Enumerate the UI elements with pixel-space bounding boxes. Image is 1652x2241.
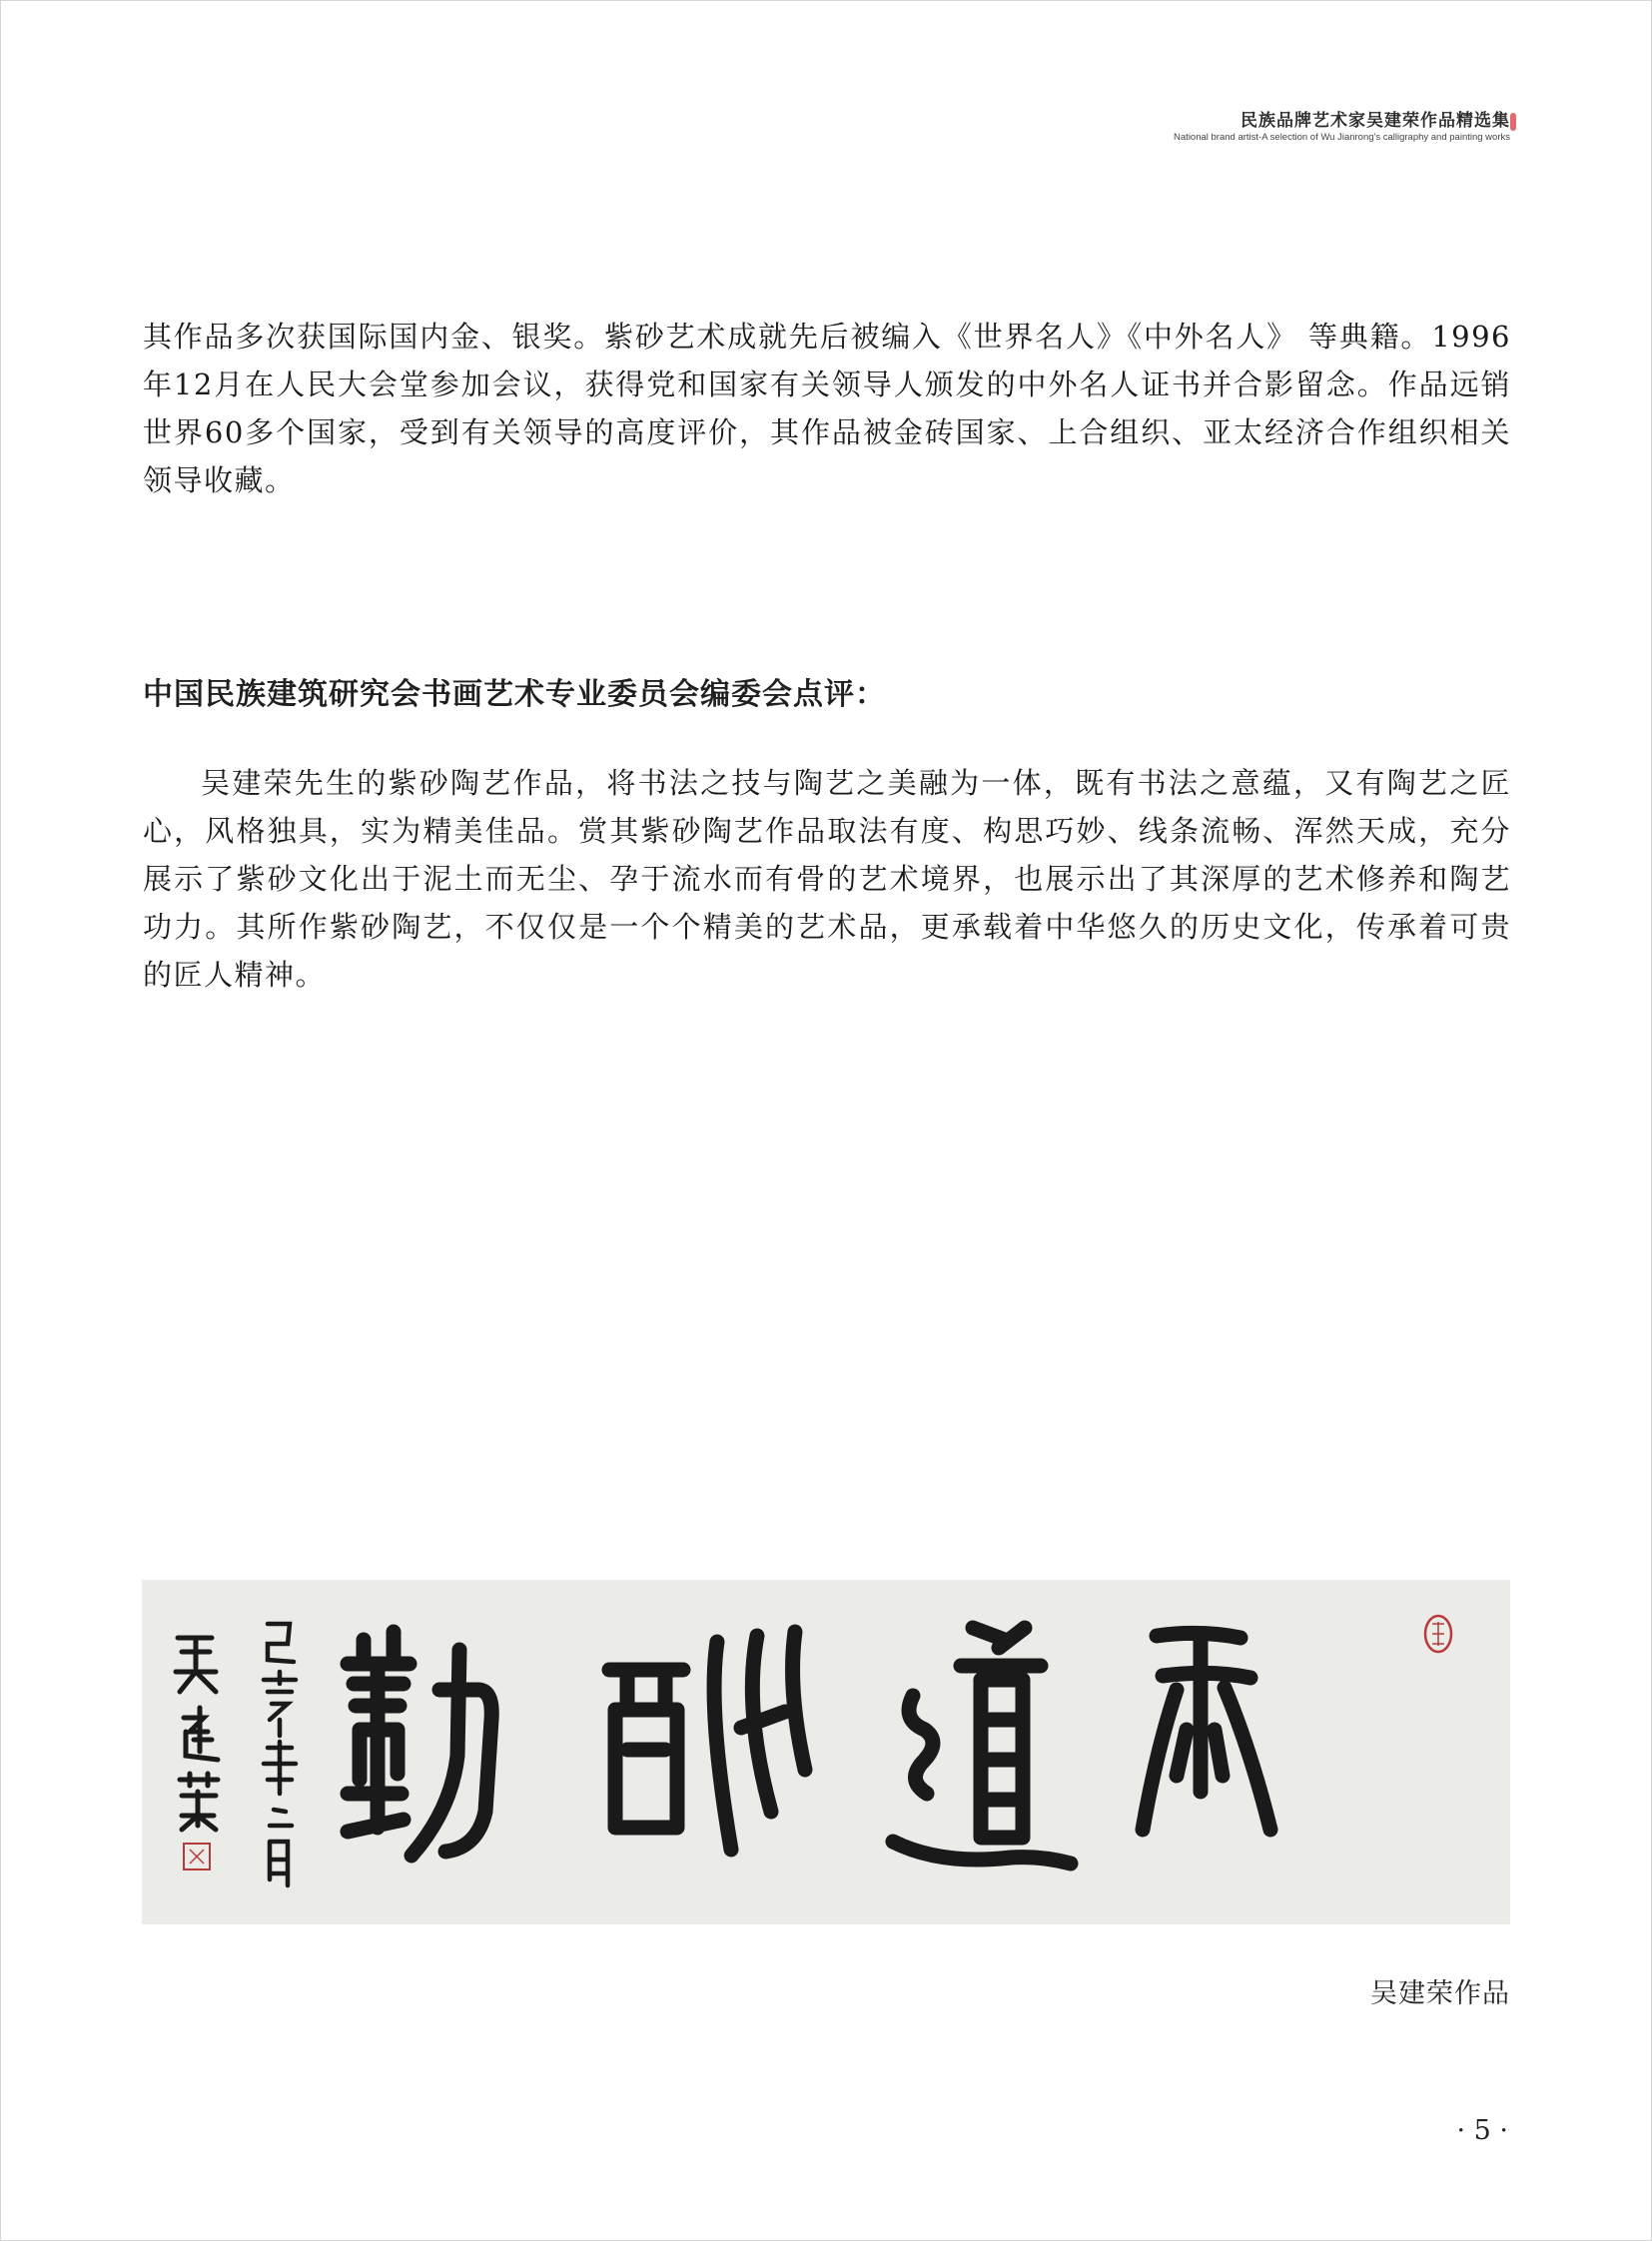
calligraphy-artwork: [142, 1580, 1510, 1924]
running-header: [1174, 110, 1510, 144]
large-calligraphy: [348, 1628, 1270, 1864]
header-title: 民族品牌艺术家吴建荣作品精选集: [1240, 111, 1510, 131]
header-seal-icon: [1510, 113, 1516, 131]
date-inscription: [264, 1624, 296, 1885]
artwork-caption: 吴建荣作品: [1370, 1978, 1510, 2009]
header-subtitle: National brand artist-A selection of Wu Jianrong's calligraphy and painting works: [1174, 132, 1510, 143]
calligraphy-image: [142, 1580, 1510, 1924]
artist-signature: [176, 1638, 218, 1830]
page-number: · 5 ·: [1456, 2115, 1508, 2146]
intro-paragraph: 其作品多次获国际国内金、银奖。紫砂艺术成就先后被编入《世界名人》《中外名人》 等典籍。1996年12月在人民大会堂参加会议，获得党和国家有关领导人颁发的中外名人证书并合影留念。作品远销世界60多个国家，受到有关领导的高度评价，其作品被金砖国家、上合组织、亚太经济合作组织相关领导收藏。: [143, 320, 1511, 497]
review-heading: 中国民族建筑研究会书画艺术专业委员会编委会点评：: [143, 677, 886, 712]
review-paragraph: 吴建荣先生的紫砂陶艺作品，将书法之技与陶艺之美融为一体，既有书法之意蕴，又有陶艺之匠心，风格独具，实为精美佳品。赏其紫砂陶艺作品取法有度、构思巧妙、线条流畅、浑然天成，充分展示了紫砂文化出于泥土而无尘、孕于流水而有骨的艺术境界，也展示出了其深厚的艺术修养和陶艺功力。其所作紫砂陶艺，不仅仅是一个个精美的艺术品，更承载着中华悠久的历史文化，传承着可贵的匠人精神。: [143, 766, 1511, 992]
